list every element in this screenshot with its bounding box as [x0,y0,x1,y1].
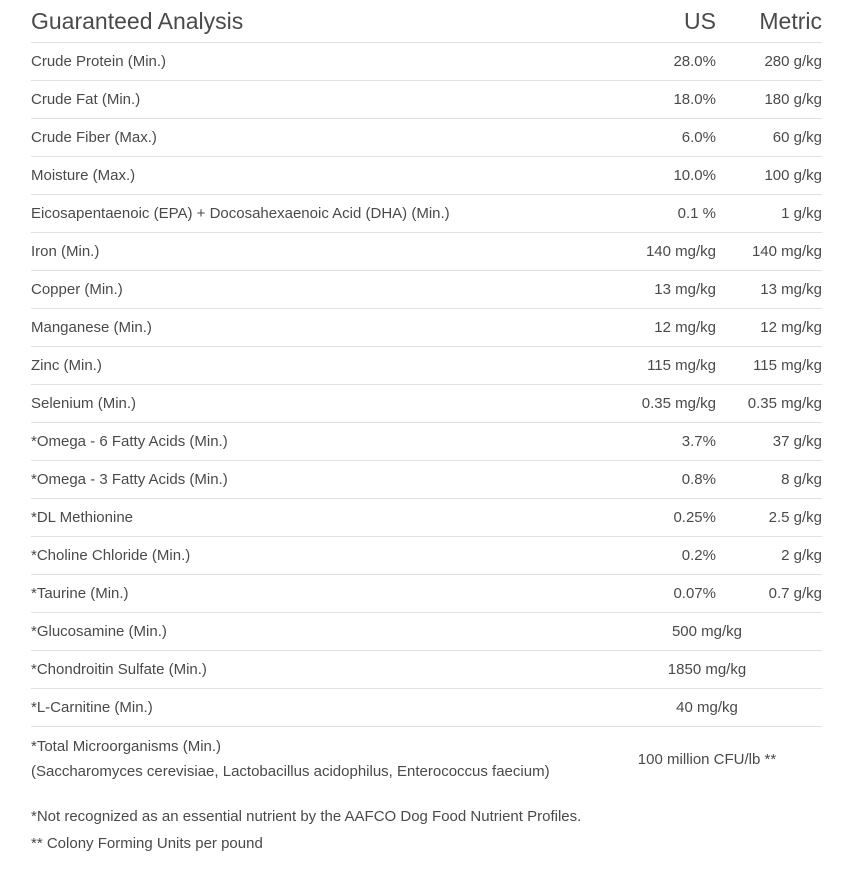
table-row [31,119,822,157]
table-row [31,81,822,119]
table-row [31,461,822,499]
nutrient-name: Crude Protein (Min.) [31,43,528,81]
table-row [31,385,822,423]
us-value: 140 mg/kg [528,233,716,271]
us-value: 0.35 mg/kg [528,385,716,423]
table-header-row [31,0,822,43]
combined-value: 100 million CFU/lb ** [637,750,777,768]
metric-value: 0.35 mg/kg [716,385,822,423]
table-row [31,689,822,727]
table-row [31,347,822,385]
nutrient-name: *Glucosamine (Min.) [31,613,528,651]
nutrient-name: Copper (Min.) [31,271,528,309]
table-row [31,309,822,347]
table-row [31,233,822,271]
nutrient-name: *Omega - 6 Fatty Acids (Min.) [31,423,528,461]
us-value: 6.0% [528,119,716,157]
us-value: 28.0% [528,43,716,81]
us-value: 0.07% [528,575,716,613]
guaranteed-analysis-table [31,0,822,791]
metric-value: 280 g/kg [716,43,822,81]
table-row [31,43,822,81]
nutrient-name: Moisture (Max.) [31,157,528,195]
table-row [31,271,822,309]
combined-value: 40 mg/kg [528,689,822,727]
us-value: 0.25% [528,499,716,537]
us-value: 12 mg/kg [528,309,716,347]
combined-value: 1850 mg/kg [528,651,822,689]
us-value: 115 mg/kg [528,347,716,385]
nutrient-name: Zinc (Min.) [31,347,528,385]
metric-value: 115 mg/kg [716,347,822,385]
table-row [31,651,822,689]
metric-value: 13 mg/kg [716,271,822,309]
table-title: Guaranteed Analysis [31,0,528,43]
table-row [31,423,822,461]
nutrient-name: Iron (Min.) [31,233,528,271]
footnotes [31,803,581,857]
table-row [31,195,822,233]
metric-value: 1 g/kg [716,195,822,233]
table-row [31,613,822,651]
nutrient-name: *Taurine (Min.) [31,575,528,613]
metric-value: 60 g/kg [716,119,822,157]
nutrient-name: Crude Fiber (Max.) [31,119,528,157]
metric-value: 12 mg/kg [716,309,822,347]
nutrient-name: Manganese (Min.) [31,309,528,347]
metric-value: 37 g/kg [716,423,822,461]
table-row [31,499,822,537]
nutrient-name: *Choline Chloride (Min.) [31,537,528,575]
footnote-cfu: ** Colony Forming Units per pound [31,835,263,852]
microorganisms-detail: (Saccharomyces cerevisiae, Lactobacillus acidophilus, Enterococcus faecium) [31,763,550,780]
nutrient-name: *L-Carnitine (Min.) [31,689,528,727]
us-value: 18.0% [528,81,716,119]
metric-value: 140 mg/kg [716,233,822,271]
us-value: 0.2% [528,537,716,575]
nutrient-name: Selenium (Min.) [31,385,528,423]
nutrient-name: *Total Microorganisms (Min.) [31,738,222,755]
nutrient-name: *Omega - 3 Fatty Acids (Min.) [31,461,528,499]
us-value: 0.8% [528,461,716,499]
nutrient-name: Crude Fat (Min.) [31,81,528,119]
combined-value: 500 mg/kg [528,613,822,651]
us-column-header: US [528,0,716,43]
metric-value: 0.7 g/kg [716,575,822,613]
us-value: 3.7% [528,423,716,461]
nutrient-name: Eicosapentaenoic (EPA) + Docosahexaenoic Acid (DHA) (Min.) [31,195,528,233]
metric-value: 2.5 g/kg [716,499,822,537]
metric-value: 8 g/kg [716,461,822,499]
footnote-aafco: *Not recognized as an essential nutrient by the AAFCO Dog Food Nutrient Profiles. [31,808,582,825]
us-value: 13 mg/kg [528,271,716,309]
us-value: 10.0% [528,157,716,195]
metric-value: 2 g/kg [716,537,822,575]
us-value: 0.1 % [528,195,716,233]
nutrient-name: *Chondroitin Sulfate (Min.) [31,651,528,689]
table-row [31,575,822,613]
nutrient-name: *DL Methionine [31,499,528,537]
metric-column-header: Metric [716,0,822,43]
metric-value: 100 g/kg [716,157,822,195]
metric-value: 180 g/kg [716,81,822,119]
table-row [31,537,822,575]
table-row [31,157,822,195]
microorganisms-row [31,727,822,792]
microorganisms-cell [31,727,550,792]
